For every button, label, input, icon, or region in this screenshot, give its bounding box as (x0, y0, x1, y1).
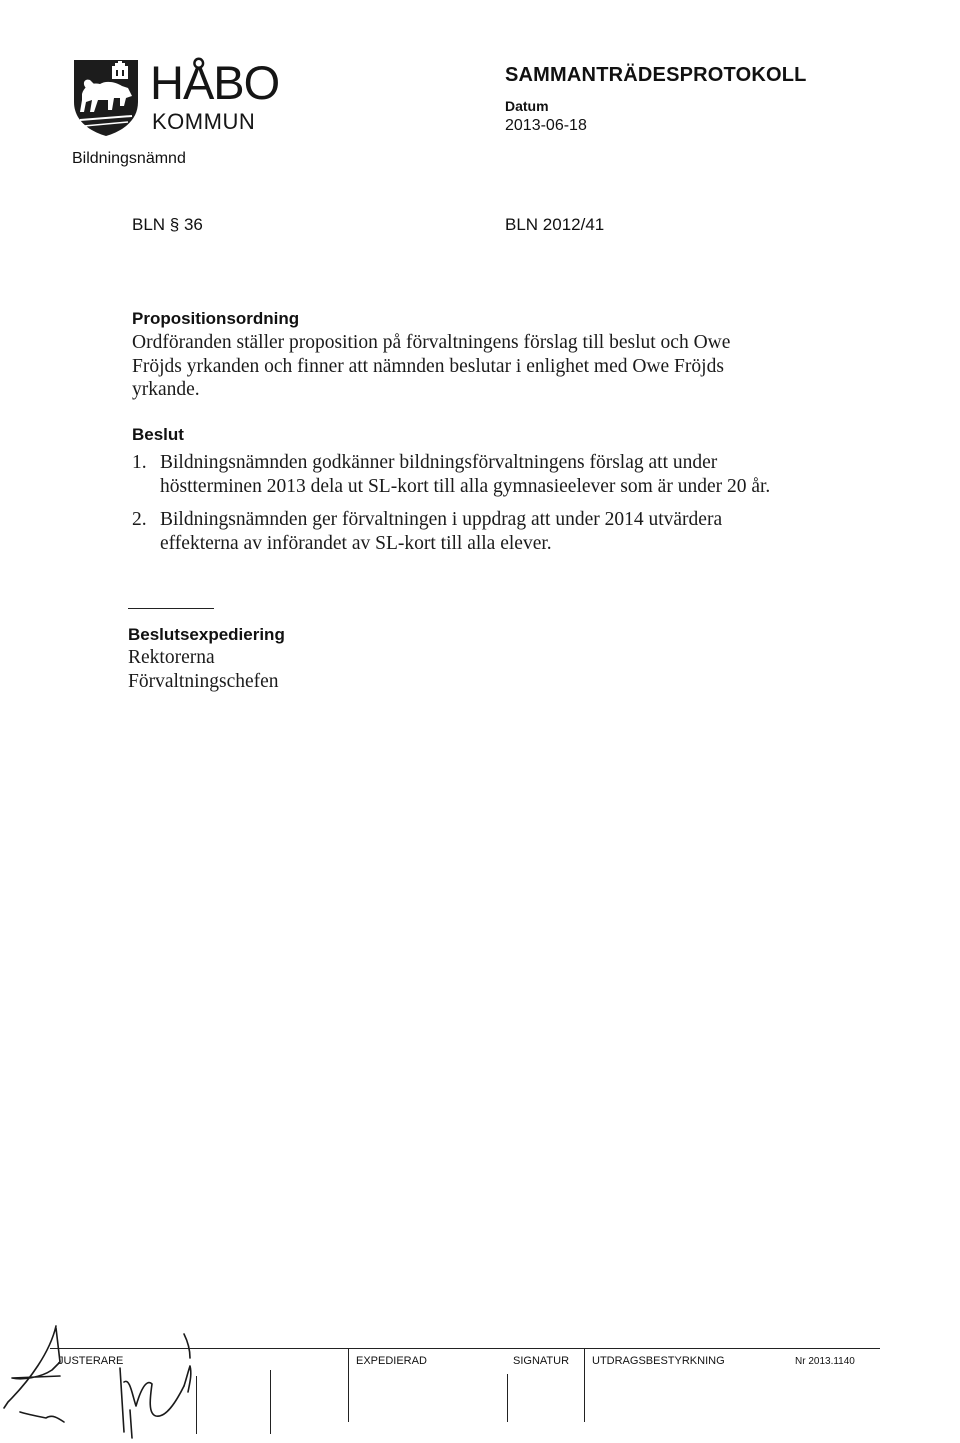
footer-column-divider (270, 1370, 271, 1434)
beslutsexpediering-heading: Beslutsexpediering (128, 625, 285, 644)
decision-item-text: Bildningsnämnden ger förvaltningen i uppdrag att under 2014 utvärdera effekterna av införandet av SL-kort till alla elever. (160, 509, 723, 554)
decision-item-number: 2. (132, 509, 147, 530)
justerare-label: JUSTERARE (58, 1355, 124, 1367)
decision-item-text: Bildningsnämnden godkänner bildningsförvaltningens förslag att under höstterminen 2013 dela ut SL-kort till alla gymnasieelever som är under 20 år. (160, 452, 771, 497)
footer-rule-right (348, 1348, 880, 1349)
habo-coat-of-arms-logo (72, 58, 140, 138)
municipality-subtitle: KOMMUN (152, 109, 256, 134)
document-type-title: SAMMANTRÄDESPROTOKOLL (505, 64, 807, 86)
date-value: 2013-06-18 (505, 117, 587, 134)
signatur-label: SIGNATUR (513, 1355, 570, 1367)
utdragsbestyrkning-label: UTDRAGSBESTYRKNING (592, 1355, 725, 1367)
date-label: Datum (505, 98, 549, 114)
propositionsordning-heading: Propositionsordning (132, 309, 300, 328)
paragraph-reference: BLN § 36 (132, 215, 203, 234)
decision-list (132, 451, 772, 555)
recipient-item: Förvaltningschefen (128, 670, 279, 692)
beslut-heading: Beslut (132, 425, 184, 444)
document-number: Nr 2013.1140 (795, 1356, 855, 1367)
recipient-list (128, 646, 279, 693)
footer-column-divider (348, 1348, 349, 1422)
decision-item-number: 1. (132, 452, 147, 473)
decision-item (132, 508, 772, 555)
footer-column-divider (584, 1348, 585, 1422)
expedierad-label: EXPEDIERAD (356, 1355, 427, 1367)
municipality-name: HÅBO (150, 56, 280, 109)
footer-column-divider (507, 1374, 508, 1422)
recipient-item: Rektorerna (128, 647, 215, 668)
committee-name: Bildningsnämnd (72, 150, 186, 167)
decision-item (132, 451, 772, 498)
case-number: BLN 2012/41 (505, 215, 605, 234)
section-divider (128, 608, 214, 609)
propositionsordning-text: Ordföranden ställer proposition på förvaltningens förslag till beslut och Owe Fröjds yrkanden och finner att nämnden beslutar i enlighet med Owe Fröjds yrkande. (132, 332, 731, 400)
handwritten-signature (0, 1322, 220, 1440)
